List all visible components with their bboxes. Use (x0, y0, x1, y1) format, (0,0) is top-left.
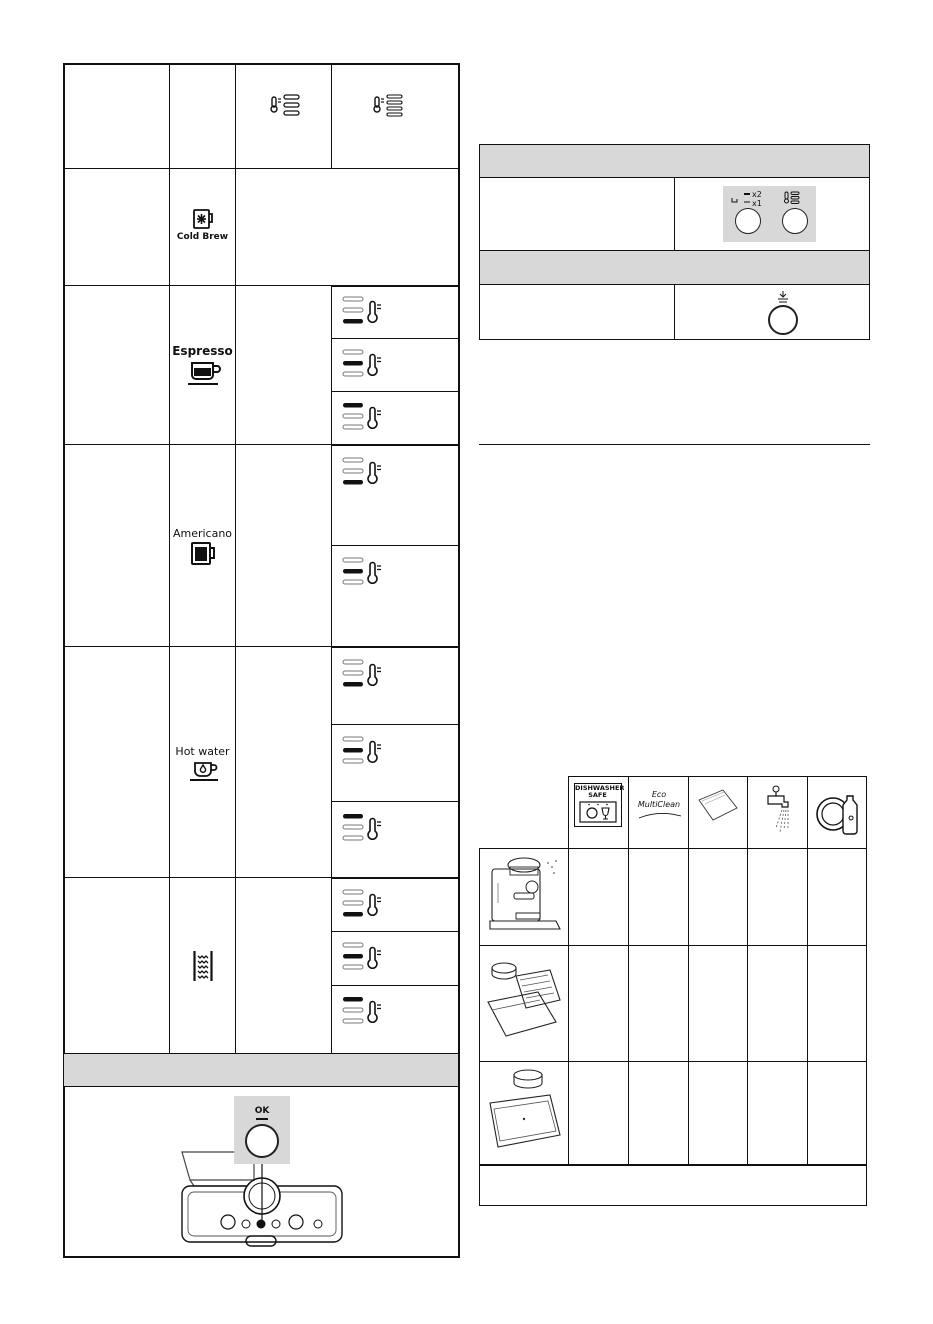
dose-x2-label: x2 (752, 190, 762, 199)
temp-level-medium-icon (342, 557, 384, 587)
eco-multiclean-icon: Eco MultiClean (637, 790, 681, 809)
temp-level-high-icon (342, 996, 384, 1026)
temperature-levels-icon (784, 191, 800, 205)
americano-cup-icon (191, 542, 219, 566)
temp-level-high-icon (342, 402, 384, 432)
cloth-icon (697, 788, 739, 822)
detergent-icon (815, 786, 861, 836)
dishwasher-safe-icon: DISHWASHER SAFE (574, 783, 622, 827)
coffee-machine-icon (486, 853, 562, 939)
hot-water-button[interactable] (768, 305, 798, 335)
temp-level-medium-icon (342, 349, 384, 379)
temperature-levels-icon (371, 93, 405, 121)
espresso-label: Espresso (172, 344, 233, 358)
cold-brew-icon (192, 208, 216, 232)
temperature-levels-icon (268, 93, 302, 119)
temp-level-medium-icon (342, 736, 384, 766)
steam-icon (193, 950, 213, 982)
section-divider (479, 444, 870, 445)
americano-label: Americano (172, 527, 233, 540)
hot-water-cup-icon (189, 760, 221, 782)
temp-level-low-icon (342, 457, 384, 487)
ok-button[interactable] (245, 1124, 279, 1158)
temp-level-low-icon (342, 889, 384, 919)
drip-tray-base-icon (484, 1067, 564, 1157)
ok-button-label: OK (254, 1106, 270, 1116)
temp-level-low-icon (342, 659, 384, 689)
temp-level-low-icon (342, 296, 384, 326)
temp-level-high-icon (342, 813, 384, 843)
temperature-button[interactable] (782, 208, 808, 234)
dose-x1-label: x1 (752, 199, 762, 208)
hot-water-symbol-icon (776, 290, 790, 304)
temp-level-medium-icon (342, 942, 384, 972)
eco-multiclean-swoosh-icon (638, 812, 682, 820)
cold-brew-label: Cold Brew (176, 232, 229, 242)
tap-water-icon (762, 784, 794, 836)
hot-water-label: Hot water (175, 745, 230, 758)
dose-button[interactable] (735, 208, 761, 234)
drip-tray-icon (486, 956, 562, 1044)
espresso-cup-icon (187, 360, 223, 386)
